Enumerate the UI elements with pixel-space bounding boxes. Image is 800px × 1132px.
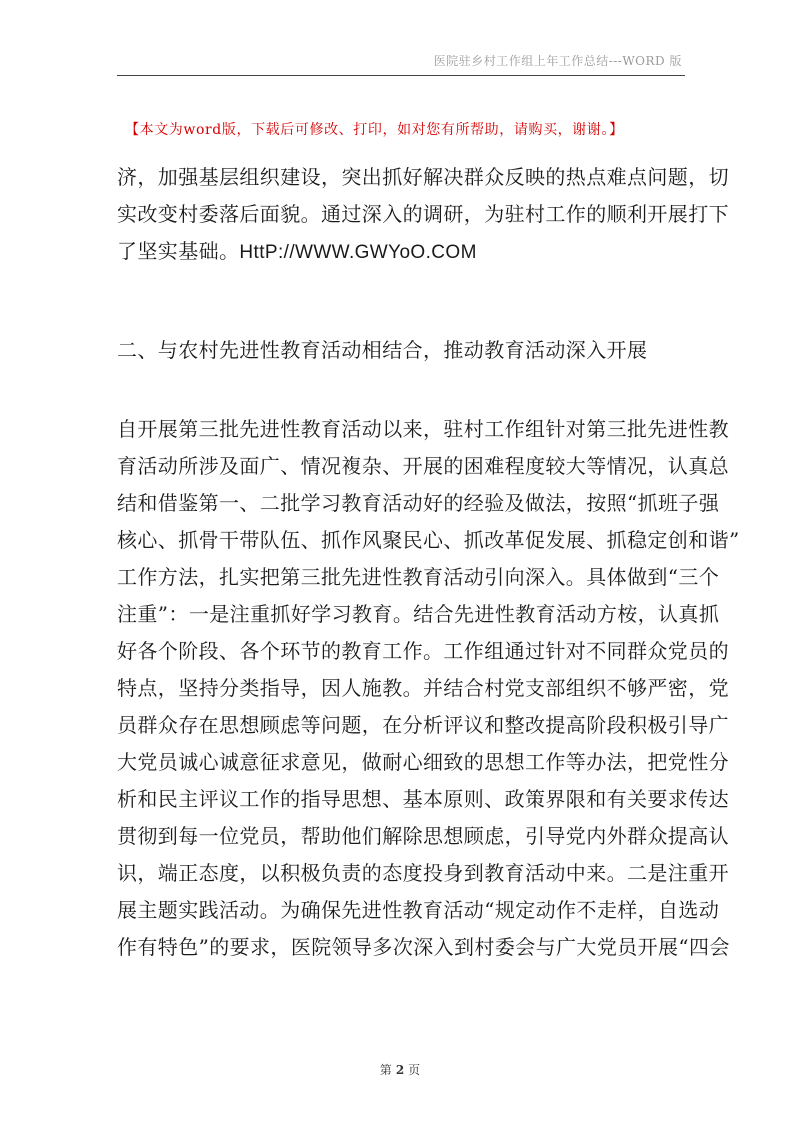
paragraph-line: 实改变村委落后面貌。通过深入的调研，为驻村工作的顺利开展打下 <box>117 202 729 226</box>
paragraph-line: 育活动所涉及面广、情况複杂、开展的困难程度较大等情况，认真总 <box>117 454 729 478</box>
website-url: HttP://WWW.GWYoO.COM <box>239 242 477 263</box>
paragraph-line: 作有特色”的要求，医院领导多次深入到村委会与广大党员开展“四会 <box>117 935 730 959</box>
paragraph-line: 济，加强基层组织建设，突出抓好解决群众反映的热点难点问题，切 <box>117 165 729 189</box>
paragraph-line: 注重”：一是注重抓好学习教育。结合先进性教育活动方桉，认真抓 <box>117 602 720 626</box>
paragraph-line: 结和借鉴第一、二批学习教育活动好的经验及做法，按照“抓班子强 <box>117 491 720 515</box>
page-footer <box>0 1061 800 1078</box>
paragraph-line-text: 了坚实基础。 <box>117 239 240 263</box>
paragraph-line: 析和民主评议工作的指导思想、基本原则、政策界限和有关要求传达 <box>117 787 729 811</box>
paragraph-line: 特点，坚持分类指导，因人施教。并结合村党支部组织不够严密，党 <box>117 676 729 700</box>
paragraph-line: 好各个阶段、各个环节的教育工作。工作组通过针对不同群众党员的 <box>117 639 729 663</box>
paragraph-line: 识，端正态度，以积极负责的态度投身到教育活动中来。二是注重开 <box>117 861 729 885</box>
page-number: 2 <box>395 1063 405 1077</box>
paragraph-line: 展主题实践活动。为确保先进性教育活动“规定动作不走样，自选动 <box>117 898 720 922</box>
page-prefix: 第 <box>379 1063 392 1077</box>
paragraph-line: 员群众存在思想顾虑等问题，在分析评议和整改提高阶段积极引导广 <box>117 713 729 737</box>
paragraph-line: 大党员诚心诚意征求意见，做耐心细致的思想工作等办法，把党性分 <box>117 750 729 774</box>
paragraph-line: 工作方法，扎实把第三批先进性教育活动引向深入。具体做到“三个 <box>117 565 720 589</box>
paragraph-line: 自开展第三批先进性教育活动以来，驻村工作组针对第三批先进性教 <box>117 417 729 441</box>
page-suffix: 页 <box>408 1063 421 1077</box>
paragraph-line <box>117 233 689 271</box>
paragraph-line: 贯彻到每一位党员，帮助他们解除思想顾虑，引导党内外群众提高认 <box>117 824 729 848</box>
header-divider <box>117 75 685 76</box>
paragraph-body <box>117 411 740 966</box>
paragraph-continued <box>117 159 729 271</box>
download-notice: 【本文为word版，下载后可修改、打印，如对您有所帮助，请购买，谢谢。】 <box>125 122 624 138</box>
paragraph-line: 核心、抓骨干带队伍、抓作风聚民心、抓改革促发展、抓稳定创和谐” <box>117 528 740 552</box>
section-heading: 二、与农村先进性教育活动相结合，推动教育活动深入开展 <box>117 338 648 362</box>
running-header: 医院驻乡村工作组上年工作总结---WORD 版 <box>433 54 682 68</box>
